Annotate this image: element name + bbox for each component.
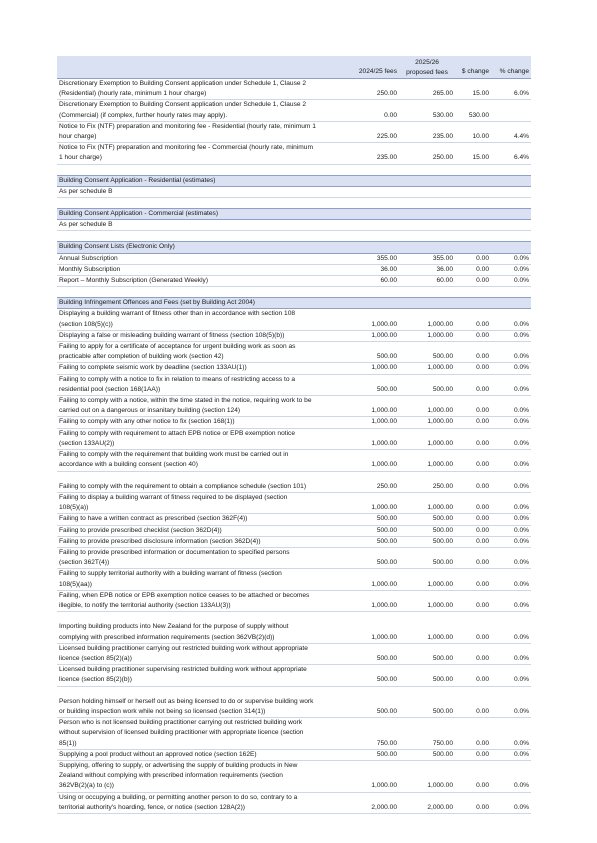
dollar-change: 0.00 (455, 792, 491, 813)
description-line: or building inspection work while not being so licensed (section 314(1)) (59, 707, 266, 715)
percent-change: 6.0% (491, 79, 531, 100)
fee-2024-25: 1,000.00 (343, 569, 399, 590)
fee-2025-26-proposed (399, 220, 455, 231)
fee-2024-25: 1,000.00 (343, 612, 399, 644)
spacer-cell (57, 287, 531, 298)
table-row (57, 417, 531, 428)
dollar-change: 0.00 (455, 686, 491, 718)
table-row (57, 121, 531, 142)
description-line: Failing to supply territorial authority with a building warrant of fitness (section (59, 570, 282, 578)
fee-description (57, 186, 343, 197)
description-line: Failing to provide prescribed information or documentation to specified persons (59, 548, 290, 556)
description-line: licence (section 85(2)(a)) (59, 654, 132, 662)
description-line: (section 108(5)(c)) (59, 320, 113, 328)
fee-2025-26-proposed: 1,000.00 (399, 612, 455, 644)
description-line: 1 hour charge) (59, 154, 102, 162)
description-line: Supplying, offering to supply, or advertising the supply of building products in New (59, 761, 298, 769)
table-row (57, 143, 531, 164)
fee-2025-26-proposed: 1,000.00 (399, 760, 455, 792)
fee-description (57, 428, 343, 449)
percent-change: 0.0% (491, 686, 531, 718)
percent-change: 0.0% (491, 792, 531, 813)
fee-description (57, 536, 343, 547)
dollar-change: 0.00 (455, 492, 491, 513)
table-row (57, 374, 531, 395)
description-line: Annual Subscription (59, 254, 118, 262)
dollar-change: 0.00 (455, 417, 491, 428)
description-line: Licensed building practitioner supervising restricted building work without appropriate (59, 666, 307, 674)
percent-change: 0.0% (491, 569, 531, 590)
section-title: Building Infringement Offences and Fees (set by Building Act 2004) (57, 298, 531, 309)
table-row (57, 276, 531, 287)
fee-2025-26-proposed: 500.00 (399, 665, 455, 686)
fee-description (57, 471, 343, 492)
fee-2025-26-proposed: 235.00 (399, 121, 455, 142)
fee-2024-25: 500.00 (343, 686, 399, 718)
fees-schedule (57, 56, 531, 814)
fee-2024-25: 1,000.00 (343, 363, 399, 374)
header-proposed-line1: 2025/26 (415, 59, 439, 66)
fee-2025-26-proposed: 500.00 (399, 547, 455, 568)
fee-2025-26-proposed: 36.00 (399, 264, 455, 275)
header-2024-25-fees: 2024/25 fees (343, 56, 399, 79)
fee-description (57, 342, 343, 363)
fee-description (57, 612, 343, 644)
dollar-change: 0.00 (455, 374, 491, 395)
fee-2024-25: 1,000.00 (343, 450, 399, 471)
description-line: Failing to have a written contract as prescribed (section 362F(4)) (59, 515, 248, 523)
dollar-change: 0.00 (455, 749, 491, 760)
fee-description (57, 121, 343, 142)
percent-change: 0.0% (491, 309, 531, 330)
description-line: Person who is not licensed building practitioner carrying out restricted building work (59, 719, 302, 727)
spacer-cell (57, 231, 531, 242)
fee-description (57, 330, 343, 341)
percent-change (491, 100, 531, 121)
table-row (57, 760, 531, 792)
percent-change: 0.0% (491, 471, 531, 492)
percent-change: 0.0% (491, 718, 531, 750)
fee-2024-25: 60.00 (343, 276, 399, 287)
fee-2024-25: 1,000.00 (343, 590, 399, 611)
dollar-change: 0.00 (455, 396, 491, 417)
description-line: residential pool (section 168(1AA)) (59, 385, 161, 393)
fee-description (57, 792, 343, 813)
fee-2024-25: 1,000.00 (343, 417, 399, 428)
table-row (57, 309, 531, 330)
dollar-change: 0.00 (455, 471, 491, 492)
percent-change: 0.0% (491, 749, 531, 760)
table-row (57, 643, 531, 664)
fee-2024-25: 500.00 (343, 514, 399, 525)
spacer-cell (57, 164, 531, 175)
fee-2025-26-proposed: 355.00 (399, 253, 455, 264)
description-line: Notice to Fix (NTF) preparation and monitoring fee - Commercial (hourly rate, minimum (59, 144, 313, 152)
description-line: (section 133AU(2)) (59, 439, 115, 447)
description-line: territorial authority's hoarding, fence, or notice (section 128A(2)) (59, 803, 245, 811)
fee-2025-26-proposed: 500.00 (399, 514, 455, 525)
percent-change: 0.0% (491, 253, 531, 264)
dollar-change: 10.00 (455, 121, 491, 142)
fee-2025-26-proposed: 1,000.00 (399, 363, 455, 374)
percent-change: 0.0% (491, 525, 531, 536)
dollar-change: 0.00 (455, 590, 491, 611)
table-row (57, 79, 531, 100)
description-line: Monthly Subscription (59, 265, 121, 273)
description-line: As per schedule B (59, 187, 113, 195)
fee-description (57, 749, 343, 760)
description-line: Failing to display a building warrant of fitness required to be displayed (section (59, 493, 288, 501)
table-row (57, 612, 531, 644)
percent-change: 0.0% (491, 450, 531, 471)
spacer-cell (57, 198, 531, 209)
fee-2025-26-proposed: 1,000.00 (399, 396, 455, 417)
fee-2024-25: 500.00 (343, 525, 399, 536)
fee-description (57, 396, 343, 417)
description-line: Failing to comply with requirement to attach EPB notice or EPB exemption notice (59, 429, 296, 437)
percent-change: 0.0% (491, 547, 531, 568)
description-line: As per schedule B (59, 221, 113, 229)
percent-change: 0.0% (491, 417, 531, 428)
description-line: hour charge) (59, 133, 97, 141)
dollar-change: 0.00 (455, 525, 491, 536)
fee-2024-25: 500.00 (343, 665, 399, 686)
fee-2024-25: 1,000.00 (343, 309, 399, 330)
section-header-row (57, 298, 531, 309)
fee-description (57, 450, 343, 471)
fee-description (57, 363, 343, 374)
fee-2024-25: 500.00 (343, 342, 399, 363)
fee-2025-26-proposed: 500.00 (399, 686, 455, 718)
fee-description (57, 220, 343, 231)
fee-2024-25: 355.00 (343, 253, 399, 264)
fee-2025-26-proposed: 60.00 (399, 276, 455, 287)
percent-change (491, 186, 531, 197)
description-line: practicable after completion of building work (section 42) (59, 353, 224, 361)
table-row (57, 792, 531, 813)
table-row (57, 100, 531, 121)
table-row (57, 718, 531, 750)
fee-description (57, 417, 343, 428)
dollar-change: 0.00 (455, 363, 491, 374)
fee-description (57, 590, 343, 611)
section-title: Building Consent Application - Residential (estimates) (57, 175, 531, 186)
table-row (57, 220, 531, 231)
table-row (57, 264, 531, 275)
table-body (57, 79, 531, 814)
dollar-change: 0.00 (455, 514, 491, 525)
dollar-change: 0.00 (455, 718, 491, 750)
fee-2024-25 (343, 186, 399, 197)
table-row (57, 428, 531, 449)
header-proposed-line2: proposed fees (406, 68, 448, 76)
percent-change: 0.0% (491, 643, 531, 664)
percent-change: 0.0% (491, 330, 531, 341)
fee-2024-25: 1,000.00 (343, 760, 399, 792)
table-row (57, 330, 531, 341)
fee-2025-26-proposed: 500.00 (399, 374, 455, 395)
description-line: carried out on a dangerous or insanitary building (section 124) (59, 407, 241, 415)
percent-change: 0.0% (491, 428, 531, 449)
spacer-row (57, 164, 531, 175)
description-line: illegible, to notify the territorial authority (section 133AU(3)) (59, 601, 231, 609)
section-header-row (57, 209, 531, 220)
percent-change: 0.0% (491, 492, 531, 513)
table-row (57, 342, 531, 363)
fee-2025-26-proposed: 1,000.00 (399, 309, 455, 330)
fee-2024-25: 500.00 (343, 643, 399, 664)
table-row (57, 363, 531, 374)
description-line: Person holding himself or herself out as being licensed to do or supervise building work (59, 697, 314, 705)
fee-2025-26-proposed: 250.00 (399, 143, 455, 164)
description-line: Failing to provide prescribed disclosure information (section 362D(4)) (59, 537, 261, 545)
table-row (57, 396, 531, 417)
description-line: Licensed building practitioner carrying out restricted building work without appropriate (59, 644, 308, 652)
description-line: (Residential) (hourly rate, minimum 1 hour charge) (59, 90, 207, 98)
fee-description (57, 643, 343, 664)
description-line: accordance with a building consent (section 40) (59, 461, 198, 469)
dollar-change: 0.00 (455, 428, 491, 449)
section-header-row (57, 242, 531, 253)
dollar-change: 0.00 (455, 330, 491, 341)
table-row (57, 450, 531, 471)
description-line: 85(1)) (59, 739, 77, 747)
fee-2024-25: 1,000.00 (343, 492, 399, 513)
dollar-change: 0.00 (455, 264, 491, 275)
fee-2025-26-proposed (399, 186, 455, 197)
dollar-change: 530.00 (455, 100, 491, 121)
description-line: Failing to comply with the requirement to obtain a compliance schedule (section 101) (59, 482, 307, 490)
description-line: Displaying a false or misleading building warrant of fitness (section 108(5)(b)) (59, 331, 285, 339)
fee-2025-26-proposed: 500.00 (399, 536, 455, 547)
dollar-change: 0.00 (455, 643, 491, 664)
dollar-change: 0.00 (455, 612, 491, 644)
fee-2024-25: 250.00 (343, 471, 399, 492)
description-line: Report – Monthly Subscription (Generated Weekly) (59, 277, 209, 285)
table-row (57, 253, 531, 264)
description-line: 108(5)(aa)) (59, 580, 92, 588)
table-row (57, 749, 531, 760)
fee-2025-26-proposed: 1,000.00 (399, 330, 455, 341)
percent-change: 0.0% (491, 760, 531, 792)
header-description (57, 56, 343, 79)
fee-description (57, 100, 343, 121)
percent-change: 0.0% (491, 342, 531, 363)
description-line: (Commercial) (if complex, further hourly rates may apply). (59, 111, 228, 119)
dollar-change: 0.00 (455, 760, 491, 792)
table-row (57, 186, 531, 197)
description-line: Importing building products into New Zealand for the purpose of supply without (59, 623, 289, 631)
table-row (57, 471, 531, 492)
description-line: Zealand without complying with prescribed information requirements (section (59, 772, 283, 780)
dollar-change: 0.00 (455, 450, 491, 471)
fee-2025-26-proposed: 500.00 (399, 525, 455, 536)
description-line: Failing to apply for a certificate of acceptance for urgent building work as soon as (59, 343, 296, 351)
fee-2024-25: 235.00 (343, 143, 399, 164)
description-line: Failing to comply with any other notice to fix (section 168(1)) (59, 418, 235, 426)
percent-change: 0.0% (491, 665, 531, 686)
table-row (57, 665, 531, 686)
description-line: Discretionary Exemption to Building Consent application under Schedule 1, Clause 2 (59, 80, 307, 87)
description-line: 108(5)(a)) (59, 504, 89, 512)
fee-2024-25: 500.00 (343, 374, 399, 395)
description-line: Supplying a pool product without an approved notice (section 162E) (59, 750, 257, 758)
percent-change: 0.0% (491, 514, 531, 525)
fee-2025-26-proposed: 500.00 (399, 749, 455, 760)
section-header-row (57, 175, 531, 186)
fee-2025-26-proposed: 2,000.00 (399, 792, 455, 813)
percent-change: 0.0% (491, 264, 531, 275)
fee-2025-26-proposed: 1,000.00 (399, 569, 455, 590)
fee-description (57, 309, 343, 330)
section-title: Building Consent Application - Commercial (estimates) (57, 209, 531, 220)
fee-description (57, 525, 343, 536)
table-row (57, 525, 531, 536)
fee-2025-26-proposed: 530.00 (399, 100, 455, 121)
description-line: (section 362T(4)) (59, 559, 110, 567)
fee-description (57, 665, 343, 686)
fee-2024-25: 750.00 (343, 718, 399, 750)
fee-2025-26-proposed: 750.00 (399, 718, 455, 750)
description-line: Displaying a building warrant of fitness other than in accordance with section 108 (59, 310, 296, 318)
fee-2024-25: 1,000.00 (343, 330, 399, 341)
table-header-row (57, 56, 531, 79)
description-line: Notice to Fix (NTF) preparation and monitoring fee - Residential (hourly rate, minimum 1 (59, 122, 316, 130)
table-row (57, 514, 531, 525)
table-row (57, 569, 531, 590)
dollar-change: 0.00 (455, 253, 491, 264)
fee-description (57, 264, 343, 275)
dollar-change: 15.00 (455, 143, 491, 164)
fee-description (57, 492, 343, 513)
description-line: licence (section 85(2)(b)) (59, 676, 132, 684)
description-line: complying with prescribed information requirements (section 362VB(2)(d)) (59, 633, 275, 641)
description-line: Discretionary Exemption to Building Consent application under Schedule 1, Clause 2 (59, 101, 307, 109)
fee-2024-25: 225.00 (343, 121, 399, 142)
percent-change: 6.4% (491, 143, 531, 164)
spacer-row (57, 198, 531, 209)
fee-2025-26-proposed: 1,000.00 (399, 428, 455, 449)
percent-change: 0.0% (491, 363, 531, 374)
fee-2025-26-proposed: 250.00 (399, 471, 455, 492)
dollar-change (455, 220, 491, 231)
fee-description (57, 547, 343, 568)
table-row (57, 590, 531, 611)
header-dollar-change: $ change (455, 56, 491, 79)
fee-2025-26-proposed: 1,000.00 (399, 492, 455, 513)
fee-description (57, 718, 343, 750)
percent-change: 0.0% (491, 590, 531, 611)
spacer-row (57, 231, 531, 242)
fee-description (57, 143, 343, 164)
header-percent-change: % change (491, 56, 531, 79)
fee-2025-26-proposed: 1,000.00 (399, 417, 455, 428)
fee-description (57, 569, 343, 590)
percent-change: 0.0% (491, 536, 531, 547)
fee-2024-25: 36.00 (343, 264, 399, 275)
fee-2024-25 (343, 220, 399, 231)
fee-description (57, 760, 343, 792)
description-line: Failing, when EPB notice or EPB exemption notice ceases to be attached or becomes (59, 591, 310, 599)
dollar-change: 0.00 (455, 342, 491, 363)
fee-2024-25: 250.00 (343, 79, 399, 100)
description-line: 362VB(2)(a) to (c)) (59, 782, 114, 790)
dollar-change: 0.00 (455, 309, 491, 330)
percent-change: 0.0% (491, 396, 531, 417)
fee-2024-25: 2,000.00 (343, 792, 399, 813)
table-row (57, 686, 531, 718)
dollar-change: 15.00 (455, 79, 491, 100)
description-line: Using or occupying a building, or permitting another person to do so, contrary to a (59, 793, 298, 801)
percent-change (491, 220, 531, 231)
dollar-change: 0.00 (455, 276, 491, 287)
fee-2025-26-proposed: 500.00 (399, 342, 455, 363)
table-row (57, 547, 531, 568)
description-line: without supervision of licensed building practitioner with appropriate licence (section (59, 729, 304, 737)
description-line: Failing to comply with a notice, within the time stated in the notice, requiring work to be (59, 397, 312, 405)
table-row (57, 536, 531, 547)
percent-change: 4.4% (491, 121, 531, 142)
percent-change: 0.0% (491, 374, 531, 395)
description-line: Failing to complete seismic work by deadline (section 133AU(1)) (59, 364, 247, 372)
fee-2024-25: 1,000.00 (343, 396, 399, 417)
fee-2025-26-proposed: 265.00 (399, 79, 455, 100)
dollar-change: 0.00 (455, 536, 491, 547)
description-line: Failing to comply with the requirement that building work must be carried out in (59, 451, 289, 459)
fee-description (57, 79, 343, 100)
dollar-change: 0.00 (455, 547, 491, 568)
fee-description (57, 514, 343, 525)
fees-table (57, 56, 531, 814)
spacer-row (57, 287, 531, 298)
description-line: Failing to comply with a notice to fix in relation to means of restricting access to a (59, 375, 296, 383)
section-title: Building Consent Lists (Electronic Only) (57, 242, 531, 253)
fee-2024-25: 1,000.00 (343, 428, 399, 449)
description-line: Failing to provide prescribed checklist (section 362D(4)) (59, 526, 222, 534)
fee-2025-26-proposed: 1,000.00 (399, 590, 455, 611)
fee-description (57, 276, 343, 287)
fee-2024-25: 500.00 (343, 536, 399, 547)
fee-description (57, 686, 343, 718)
table-row (57, 492, 531, 513)
fee-2024-25: 500.00 (343, 749, 399, 760)
fee-2024-25: 0.00 (343, 100, 399, 121)
dollar-change: 0.00 (455, 665, 491, 686)
fee-2025-26-proposed: 500.00 (399, 643, 455, 664)
dollar-change: 0.00 (455, 569, 491, 590)
fee-description (57, 374, 343, 395)
percent-change: 0.0% (491, 276, 531, 287)
header-2025-26-proposed-fees (399, 56, 455, 79)
fee-description (57, 253, 343, 264)
fee-2025-26-proposed: 1,000.00 (399, 450, 455, 471)
fee-2024-25: 500.00 (343, 547, 399, 568)
dollar-change (455, 186, 491, 197)
percent-change: 0.0% (491, 612, 531, 644)
